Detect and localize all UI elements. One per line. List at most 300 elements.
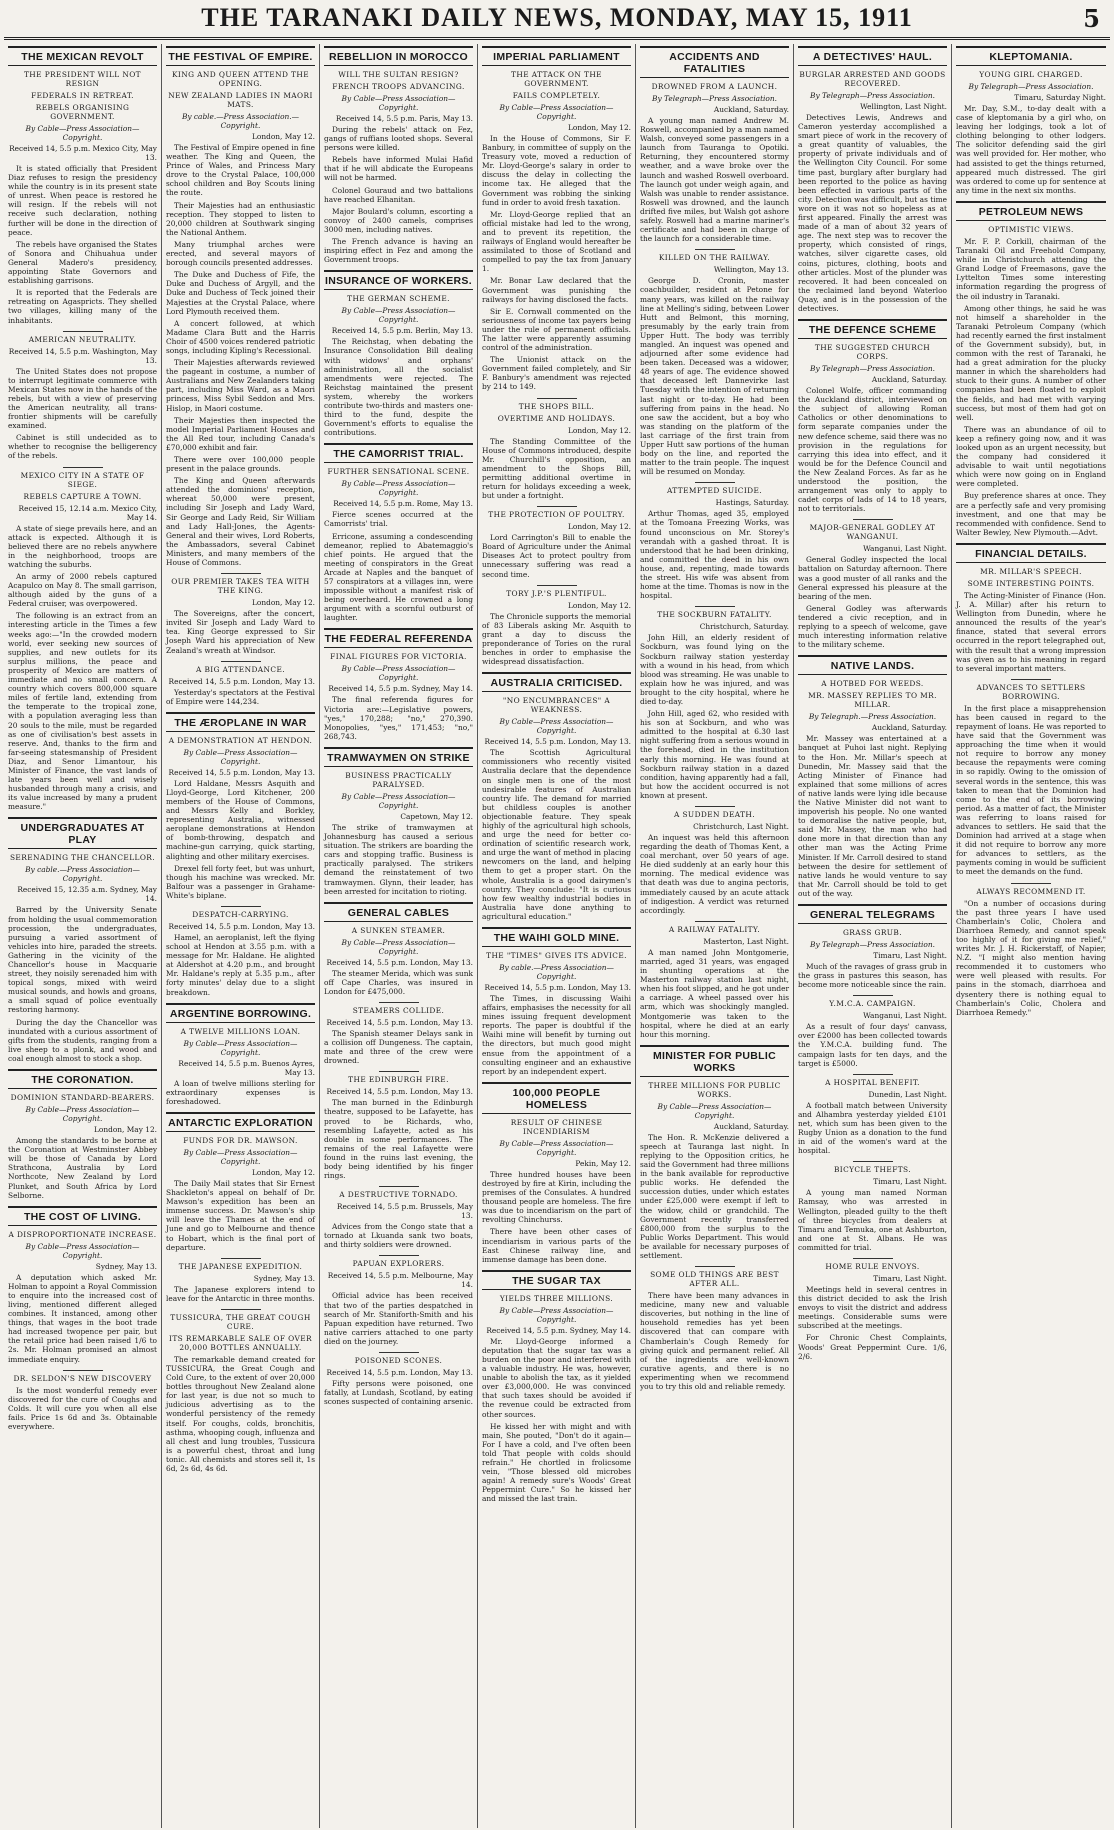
article-paragraph: Mr. Massey was entertained at a banquet at Puhoi last night. Replying to the Hon. Mr. Millar's speech at Dunedin, Mr. Massey said that the Acting Minister of Finance had explained that some millions of acres of native lands were lying idle because the Native Minister did not want to impoverish his people. No one wanted to demoralise the native people, but, said Mr. Massey, the man who had done more in that direction than any other man was the Acting Prime Minister. If Mr. Carroll desired to stand between the desire for settlement of native lands he would venture to say that Mr. Carroll should be told to get out of the way. [798, 734, 947, 898]
article-dateline: Received 14, 5.5 p.m. Paris, May 13. [335, 114, 473, 123]
article-subheading: BUSINESS PRACTICALLY PARALYSED. [345, 770, 452, 789]
article-headline: ACCIDENTS AND FATALITIES [640, 46, 789, 78]
article-byline: By Cable—Press Association—Copyright. [499, 1138, 614, 1157]
article-subheading: "NO ENCUMBRANCES" A WEAKNESS. [502, 696, 611, 715]
article-headline: THE ÆROPLANE IN WAR [166, 712, 315, 732]
article-dateline: London, May 12. [567, 522, 631, 532]
article [324, 1071, 473, 1180]
article-subheading: A DISPROPORTIONATE INCREASE. [8, 1229, 157, 1239]
section-divider [1011, 883, 1051, 884]
article-subheading: POISONED SCONES. [354, 1356, 443, 1366]
article [8, 1370, 157, 1431]
article-paragraph: Their Majesties then inspected the model Imperial Parliament Houses and the All Red tour, including Canada's £70,000 exhibit and fair. [166, 415, 315, 452]
article-byline: By Cable—Press Association—Copyright. [657, 1101, 772, 1120]
article-paragraph: A loan of twelve millions sterling for extraordinary expenses is foreshadowed. [166, 1078, 315, 1106]
section-divider [853, 995, 893, 996]
article-paragraph: A state of siege prevails here, and an attack is expected. Although it is believed there are no rebels anywhere in the neighborhood, troops are watching the suburbs. [8, 523, 157, 569]
article-dateline: Dunedin, Last Night. [868, 1089, 947, 1099]
article-paragraph: An inquest was held this afternoon regarding the death of Thomas Kent, a coal merchant, over 50 years of age. He died suddenly at an early hour this morning. The medical evidence was that death was due to angina pectoris, immediately caused by an acute attack of indigestion. A verdict was returned accordingly. [640, 833, 789, 915]
article-paragraph: Colonel Gouraud and two battalions have reached Elhanitan. [324, 185, 473, 204]
article-subheading: A SUNKEN STEAMER. [351, 925, 446, 935]
article-dateline: Received 14, 5.5 p.m. London, May 13. [326, 1087, 473, 1097]
article [324, 46, 473, 264]
article-byline: By cable.—Press Association—Copyright. [25, 865, 140, 884]
section-divider [379, 1255, 419, 1256]
article-paragraph: Mr. Lloyd-George informed a deputation that the sugar tax was a burden on the poor and interfered with a valuable industry. He was, however, unable to abolish the tax, as it yielded over £3,000,000. He was convinced that such taxes should be avoided if the revenue could be extracted from other sources. [482, 1336, 631, 1419]
article-dateline: Timaru, Last Night. [873, 1177, 947, 1187]
article-headline: REBELLION IN MOROCCO [324, 46, 473, 66]
article-paragraph: A football match between University and Alhambra yesterday yielded £101 net, which sum has been given to the Rugby Union as a donation to the fund in aid of the women's ward at the hospital. [798, 1100, 947, 1156]
article-paragraph: Advices from the Congo state that a tornado at Lkuanda sank two boats, and thirty soldiers were drowned. [324, 1222, 473, 1250]
article-paragraph: The Reichstag, when debating the Insurance Consolidation Bill dealing with widows' and orphans' administration, all the socialist amendments were rejected. The Reichstag maintained the present system, whereby the workers contribute two-thirds and masters one-third to the fund, despite the Government's efforts to equalise the contributions. [324, 337, 473, 438]
column-2 [162, 44, 320, 1828]
article-byline: By Cable—Press Association—Copyright. [499, 717, 614, 736]
article [640, 1266, 789, 1391]
section-divider [695, 249, 735, 250]
article-dateline: Received 14, 5.5 p.m. Washington, May 13. [8, 346, 157, 365]
article-paragraph: Buy preference shares at once. They are a perfectly safe and very promising investment, and one that may be recommended with confidence. Send to Walter Bewley, New Plymouth.—Advt. [956, 491, 1106, 537]
article-paragraph: Mr. Lloyd-George replied that an official mistake had led to the wrong, and to prevent its repetition, the railways of England would hereafter be assimilated to those of Scotland and compelled to pay the tax from January 1. [482, 209, 631, 274]
article-headline: GENERAL TELEGRAMS [798, 904, 947, 924]
article-subheading: A SUDDEN DEATH. [673, 810, 756, 819]
article-paragraph: There was an abundance of oil to keep a refinery going now, and it was looked upon as an urgent necessity, but the company had considered it advisable to wait until negotiations which were now going on in England were completed. [956, 424, 1106, 489]
article-dateline: Auckland, Saturday. [871, 723, 947, 733]
article [8, 1206, 157, 1364]
section-divider [695, 806, 735, 807]
article-byline: By Cable—Press Association—Copyright. [341, 937, 456, 956]
article [482, 585, 631, 667]
article [482, 46, 631, 392]
article [798, 1258, 947, 1361]
article-byline: By Telegraph.—Press Association. [808, 712, 937, 722]
article-paragraph: The following is an extract from an interesting article in the Times a few weeks ago:—"In the crowded modern world, ever seeking new sources of supplies, and new outlets for its surplus millions, the peace and prosperity of Mexico are matters of immediate and no small concern. A country which covers 800,000 square miles of fertile land, extending from the temperate to the tropical zone, with a population averaging less than 20 souls to the mile, must be regarded as one of civilisation's best assets in reserve. And, thanks to the firm and far-seeing statesmanship of President Diaz, and Senor Limantour, his Minister of Finance, the vast lands of late years been well and wisely husbanded through many a crisis, and its value increased by many a prudent measure." [8, 611, 157, 812]
article-headline: GENERAL CABLES [324, 902, 473, 922]
article-paragraph: The final referenda figures for Victoria are:—Legislative powers, "yes," 170,288; "no," 270,390. Monopolies, "yes," 171,453; "no," 268,743. [324, 695, 473, 741]
article-dateline: Sydney, May 13. [253, 1273, 315, 1283]
article-paragraph: The Unionist attack on the Government failed completely, and Sir F. Banbury's amendment was rejected by 214 to 149. [482, 355, 631, 392]
article [956, 883, 1106, 1017]
article-subheading: THE SUGGESTED CHURCH CORPS. [814, 343, 931, 362]
article-dateline: Received 14, 5.5 p.m. London, May 13. [326, 957, 473, 967]
article-paragraph: John Hill, aged 62, who resided with his son at Sockburn, and who was admitted to the hospital at 6.30 last night suffering from a serious wound in the forehead, died in the institution early this morning. He was found at Sockburn railway station in a dazed condition, having apparently had a fall, but how the accident occurred is not known at present. [640, 709, 789, 800]
article-subheading: A TWELVE MILLIONS LOAN. [180, 1026, 301, 1036]
article-headline: THE FEDERAL REFERENDA [324, 628, 473, 648]
article [798, 46, 947, 313]
article-subheading: THE SHOPS BILL. [518, 401, 595, 411]
article-headline: THE FESTIVAL OF EMPIRE. [166, 46, 315, 66]
article-paragraph: Their Majesties afterwards reviewed the pageant in costume, a number of Australians and New Zealanders taking part, including Miss Ward, as a Maori princess, Miss Sybil Seddon and Mrs. Hislop, in Maori costume. [166, 358, 315, 413]
article-subheading: MAJOR-GENERAL GODLEY AT WANGANUI. [809, 523, 936, 542]
article-subheading: ATTEMPTED SUICIDE. [666, 486, 763, 496]
article-paragraph: Official advice has been received that two of the parties despatched in search of Mr. Staniforth-Smith and his Papuan expedition have returned. Two native carriers attached to one party died on the journey. [324, 1291, 473, 1346]
article-byline: By Cable—Press Association—Copyright. [499, 103, 614, 121]
article-subheading: TORY J.P.'S PLENTIFUL. [506, 588, 607, 598]
section-divider [63, 331, 103, 332]
article-headline: 100,000 PEOPLE HOMELESS [482, 1082, 631, 1114]
article-subheading: AMERICAN NEUTRALITY. [28, 334, 137, 344]
article-byline: By Cable—Press Association—Copyright. [341, 479, 456, 498]
article-subheading: KING AND QUEEN ATTEND THE OPENING. [172, 70, 309, 88]
article-subheading: PAPUAN EXPLORERS. [352, 1259, 445, 1269]
article-subheading: THE "TIMES" GIVES ITS ADVICE. [486, 951, 627, 960]
article-headline: THE CAMORRIST TRIAL. [324, 443, 473, 463]
article-paragraph: The Duke and Duchess of Fife, the Duke and Duchess of Argyll, and the Duke and Duchess of Teck joined their Majesties at the Crystal Palace, where Lord Plymouth received them. [166, 270, 315, 316]
article-subheading: FINAL FIGURES FOR VICTORIA. [330, 652, 467, 662]
article-headline: THE SUGAR TAX [482, 1270, 631, 1290]
article-dateline: Received 14, 5.5 p.m. Mexico City, May 13. [9, 144, 157, 162]
article-paragraph: The Japanese explorers intend to leave for the Antarctic in three months. [166, 1284, 315, 1303]
article-byline: By Telegraph—Press Association. [810, 91, 935, 100]
article-dateline: London, May 12. [251, 1167, 315, 1177]
article [8, 46, 157, 325]
article-byline: By cable.—Press Association—Copyright. [499, 963, 614, 981]
article-byline: By Cable—Press Association—Copyright. [25, 1241, 140, 1260]
article-paragraph: There have been other cases of incendiarism in various parts of the East Chinese railway line, and immense damage has been done. [482, 1227, 631, 1264]
section-divider [537, 585, 577, 586]
article-subheading: THE PROTECTION OF POULTRY. [488, 510, 625, 520]
article-byline: By Cable—Press Association—Copyright. [341, 791, 456, 810]
article-subheading: MEXICO CITY IN A STATE OF SIEGE. [20, 470, 145, 489]
article-dateline: London, May 12. [251, 598, 315, 608]
article-byline: By Cable—Press Association—Copyright. [183, 1038, 298, 1057]
column-6 [794, 44, 952, 1828]
article-byline: By Cable—Press Association—Copyright. [341, 664, 456, 683]
article-subheading: FURTHER SENSATIONAL SCENE. [327, 467, 470, 477]
article [324, 747, 473, 896]
article-paragraph: The Acting-Minister of Finance (Hon. J. A. Millar) after his return to Wellington from Dunedin, where he announced the results of the year's finance, stated that several errors occurred in the report telegraphed out, with the result that a wrong impression was given as to his meaning in regard to several important matters. [956, 590, 1106, 673]
article-byline: By Telegraph—Press Association. [652, 94, 777, 103]
article-subheading: RESULT OF CHINESE INCENDIARISM [510, 1117, 603, 1136]
article-headline: A DETECTIVES' HAUL. [798, 46, 947, 66]
article-dateline: Received 14, 5.5 p.m. London, May 13. [326, 1017, 473, 1027]
article-paragraph: The Sovereigns, after the concert, invited Sir Joseph and Lady Ward to tea. King George expressed to Sir Joseph Ward his appreciation of New Zealand's wreath at Windsor. [166, 609, 315, 655]
article [8, 467, 157, 812]
article-subheading: A HOSPITAL BENEFIT. [825, 1077, 920, 1087]
article-paragraph: Among the standards to be borne at the Coronation at Westminster Abbey will be those of Canada by Lord Strathcona, Australia by Lord Northcote, New Zealand by Lord Plunket, and South Africa by Lord Selborne. [8, 1136, 157, 1200]
article-paragraph: Rebels have informed Mulai Hafid that if he will abdicate the Europeans will not be harmed. [324, 155, 473, 183]
article-paragraph: In the first place a misapprehension has been caused in regard to the repayment of loans. He was reported to have said that the Government was approaching the time when it would not require to borrow any money because the repayments were coming in so rapidly. Owing to the omission of several words in the sentence, this was taken to mean that the Dominion had come to the end of its borrowing period. As a matter of fact, the Minister was referring to loans raised for advances to settlers. He said that the Dominion had arrived at a stage when it did not require to borrow any more for advances to settlers, as the payments coming in would be sufficient to meet the demands on the fund. [956, 703, 1106, 877]
article-paragraph: Mr. Day, S.M., to-day dealt with a case of kleptomania by a girl who, on leaving her lodgings, took a lot of clothing belonging to other lodgers. The solicitor defending said the girl was well provided for. Her mother, who had assisted to get the things returned, appeared much distressed. The girl was ordered to come up for sentence at any time in the next six months. [956, 104, 1106, 195]
article-headline: INSURANCE OF WORKERS. [324, 270, 473, 290]
article-subheading: REBELS CAPTURE A TOWN. [23, 491, 142, 501]
article-byline: By cable.—Press Association.—Copyright. [181, 112, 300, 130]
article-dateline: Auckland, Saturday. [713, 105, 789, 114]
article-dateline: London, May 12. [93, 1125, 157, 1135]
article-subheading: THE GERMAN SCHEME. [347, 294, 450, 304]
section-divider [853, 1074, 893, 1075]
article-paragraph: Their Majesties had an enthusiastic reception. They stopped to listen to 20,000 children at Southwark singing the National Anthem. [166, 200, 315, 237]
article-headline: PETROLEUM NEWS [956, 201, 1106, 221]
article-paragraph: General Godley was afterwards tendered a civic reception, and in replying to a speech of welcome, gave much interesting information relative to the military scheme. [798, 603, 947, 650]
article-subheading: FEDERALS IN RETREAT. [31, 91, 134, 100]
section-divider [537, 506, 577, 507]
article-headline: NATIVE LANDS. [798, 655, 947, 675]
article-paragraph: Fierce scenes occurred at the Camorrists' trial. [324, 510, 473, 529]
article-subheading: A BIG ATTENDANCE. [195, 664, 285, 674]
article-headline: FINANCIAL DETAILS. [956, 543, 1106, 563]
section-divider [695, 482, 735, 483]
column-5 [636, 44, 794, 1828]
article-subheading: A HOTBED FOR WEEDS. [821, 679, 924, 689]
article-byline: By Cable—Press Association—Copyright. [183, 1147, 298, 1166]
column-1 [4, 44, 162, 1828]
article-paragraph: The Times, in discussing Waihi affairs, emphasises the necessity for all mines issuing frequent development reports. The paper is doubtful if the Waihi mine will benefit by turning out the directors, but much good might ensue from the appointment of a consulting engineer and an exhaustive report by an independent expert. [482, 994, 631, 1076]
article-subheading: WILL THE SULTAN RESIGN? [338, 70, 459, 79]
article-paragraph: Fifty persons were poisoned, one fatally, at Lundash, Scotland, by eating scones suspected of containing arsenic. [324, 1379, 473, 1407]
article-subheading: THE SOCKBURN FATALITY. [657, 610, 772, 620]
article-dateline: Hastings, Saturday. [715, 498, 789, 508]
article-dateline: London, May 12. [567, 425, 631, 435]
article-paragraph: The United States does not propose to interrupt legitimate commerce with Mexican States now in the hands of the rebels, but with a view of preserving the American neutrality, all trans-frontier shipments will be carefully examined. [8, 366, 157, 431]
article [482, 1270, 631, 1504]
article-subheading: MR. MASSEY REPLIES TO MR. MILLAR. [808, 691, 937, 710]
article-paragraph: For Chronic Chest Complaints, Woods' Great Peppermint Cure. 1/6, 2/6. [798, 1333, 947, 1361]
article [798, 1161, 947, 1252]
article-dateline: Received 14, 5.5 p.m. London, May 13. [168, 922, 315, 931]
article-dateline: Masterton, Last Night. [703, 936, 789, 946]
article-dateline: Timaru, Last Night. [873, 1273, 947, 1283]
article [798, 519, 947, 649]
article-dateline: Christchurch, Saturday. [699, 622, 789, 632]
article-subheading: THE PRESIDENT WILL NOT RESIGN [23, 70, 142, 88]
article-subheading: HOME RULE ENVOYS. [825, 1261, 920, 1271]
article-paragraph: Erricone, assuming a condescending demeanor, replied to Abatemaggio's chief points. He argued that the meeting of conspirators in the Great Arcade at Naples and the banquet of 57 conspirators at a villages inn, were impossible without a manifest risk of being overheard. He crowned a long argument with a scornful outburst of laughter. [324, 531, 473, 623]
columns [4, 44, 1110, 1828]
article-subheading: MR. MILLAR'S SPEECH. [980, 566, 1082, 576]
section-divider [379, 1002, 419, 1003]
article-paragraph: Among other things, he said he was not himself a shareholder in the Taranaki Petroleum Company (which had recently earned the first instalment of the Government subsidy), but, in common with the rest of Taranaki, he had a great admiration for the plucky manner in which the shareholders had stuck to their guns. A number of other companies had been floated to exploit the fields, and had met with varying success, but most of them had got on well. [956, 303, 1106, 422]
article-subheading: STEAMERS COLLIDE. [352, 1005, 445, 1015]
article-byline: By Cable—Press Association—Copyright. [25, 124, 140, 142]
article-paragraph: Mr. F. P. Corkill, chairman of the Taranaki Oil and Freehold Company, while in Christchurch attending the Grand Lodge of Freemasons, gave the Lyttelton Times some interesting information regarding the progress of the oil industry in Taranaki. [956, 236, 1106, 301]
article-paragraph: A young man named Norman Ramsay, who was arrested in Wellington, pleaded guilty to the theft of three bicycles from dealers at Timaru and Temuka, one at Ashburton, and one at St. Albans. He was committed for trial. [798, 1188, 947, 1252]
article-byline: By Cable—Press Association—Copyright. [183, 747, 298, 766]
article-paragraph: Hamel, an aeroplanist, left the flying school at Hendon at 3.55 p.m. with a message for Mr. Haldane. He alighted at Aldershot at 4.20 p.m., and brought Mr. Haldane's reply at 5.35 p.m., after forty minutes' delay due to a slight breakdown. [166, 933, 315, 997]
article-subheading: THE EDINBURGH FIRE. [348, 1075, 449, 1085]
section-divider [221, 661, 261, 662]
article-subheading: SERENADING THE CHANCELLOR. [9, 853, 156, 863]
article-headline: UNDERGRADUATES AT PLAY [8, 817, 157, 849]
article [798, 319, 947, 513]
article-dateline: Received 14, 5.5 p.m. London, May 13. [484, 737, 631, 747]
section-divider [379, 1071, 419, 1072]
article-dateline: Wellington, May 13. [713, 265, 789, 275]
article-paragraph: The man burned in the Edinburgh theatre, supposed to be Lafayette, has proved to be Richards, who, resembling Lafayette, acted as his double in some performances. The remains of the real Lafayette were found in the ruins last evening, the body being identified by his finger rings. [324, 1098, 473, 1181]
article [324, 902, 473, 996]
article-byline: By Cable—Press Association—Copyright. [499, 1305, 614, 1324]
article [166, 1112, 315, 1252]
article [640, 482, 789, 600]
article-paragraph: The King and Queen afterwards attended the dominions' reception, whereat 50,000 were present, including Sir Joseph and Lady Ward, Sir George and Lady Reid, Sir William and Lady Hall-Jones, the Agents-General and their wives, Lord Roberts, the Ambassadors, several Cabinet Ministers, and many members of the House of Commons. [166, 476, 315, 568]
article-subheading: DR. SELDON'S NEW DISCOVERY [13, 1373, 152, 1383]
article-subheading: YOUNG GIRL CHARGED. [979, 70, 1083, 79]
article [482, 506, 631, 578]
article-paragraph: Three hundred houses have been destroyed by fire at Kirin, including the premises of the Consulates. A hundred thousand people are homeless. The fire was due to incendiarism on the part of revolting Chinchurss. [482, 1169, 631, 1225]
article-dateline: Received 14, 5.5 p.m. Brussels, May 13. [336, 1202, 473, 1221]
article-headline: MINISTER FOR PUBLIC WORKS [640, 1045, 789, 1077]
article-dateline: Received 14, 5.5 p.m. Berlin, May 13. [331, 326, 473, 336]
article-dateline: Pekin, May 12. [575, 1158, 631, 1168]
article-paragraph: The Festival of Empire opened in fine weather. The King and Queen, the Prince of Wales, and Princess Mary drove to the Crystal Palace, 100,000 school children and Boy Scouts lining the route. [166, 143, 315, 198]
article [798, 995, 947, 1067]
section-divider [63, 467, 103, 468]
article-paragraph: Many triumphal arches were erected, and several mayors of borough councils presented addresses. [166, 239, 315, 268]
article [640, 921, 789, 1039]
article-paragraph: It is stated officially that President Diaz refuses to resign the presidency while the country is in its present state of unrest. When peace is restored he will resign. If the rebels will not receive such declaration, nothing further will be done in the direction of peace. [8, 164, 157, 237]
article [166, 573, 315, 654]
article [640, 806, 789, 915]
article-paragraph: Colonel Wolfe, officer commanding the Auckland district, interviewed on the subject of allowing Roman Catholics or other denominations to form separate companies under the new defence scheme, said there was no provision in the regulations for carrying this idea into effect, and it would be for the Defence Council and the New Zealand Forces. As far as he understood the position, the arrangement was only to apply to cadet corps of lads of 14 to 18 years, not to territorials. [798, 386, 947, 514]
article-headline: THE MEXICAN REVOLT [8, 46, 157, 66]
article-headline: AUSTRALIA CRITICISED. [482, 672, 631, 692]
article [956, 543, 1106, 673]
article [798, 904, 947, 989]
article-subheading: SOME INTERESTING POINTS. [967, 578, 1095, 588]
article [324, 443, 473, 622]
article-paragraph: The Spanish steamer Delays sank in a collision off Dungeness. The captain, mate and three of the crew were drowned. [324, 1028, 473, 1066]
article-paragraph: Cabinet is still undecided as to whether to recognise the belligerency of the rebels. [8, 433, 157, 461]
article-paragraph: Much of the ravages of grass grub in the grass in pastures this season, has become more noticeable since the rain. [798, 962, 947, 990]
article [640, 46, 789, 243]
article [956, 679, 1106, 877]
article-subheading: YIELDS THREE MILLIONS. [499, 1293, 614, 1303]
article-subheading: SOME OLD THINGS ARE BEST AFTER ALL. [650, 1270, 779, 1289]
article-headline: IMPERIAL PARLIAMENT [482, 46, 631, 66]
article-dateline: Received 14, 5.5 p.m. London, May 13. [168, 767, 315, 777]
article-paragraph: As a result of four days' canvass, over £2000 has been collected towards the Y.M.C.A. building fund. The campaign lasts for ten days, and the target is £5000. [798, 1022, 947, 1068]
article-subheading: DOMINION STANDARD-BEARERS. [10, 1093, 155, 1103]
article [798, 655, 947, 898]
article-byline: By Telegraph—Press Association. [810, 364, 935, 374]
article-paragraph: General Godley inspected the local battalion on Saturday afternoon. There was a good muster of all ranks and the General expressed his pleasure at the bearing of the men. [798, 555, 947, 601]
article-dateline: London, May 12. [567, 600, 631, 610]
article-paragraph: Detectives Lewis, Andrews and Cameron yesterday accomplished a smart piece of work in the recovery of a great quantity of valuables, the property of private individuals and of the Wellington City Council. For some time past, burglary after burglary had been reported to the police as having been effected in various parts of the city. Detection was difficult, but as time wore on it was not so hopeless as at first appeared. Finally the arrest was made of a man of about 32 years of age. The next step was to recover the property, which consisted of rings, watches, silver cigarette cases, old coins, pictures, clothing, boots and other articles. Most of the plunder was recovered. It had been concealed on the reclaimed land beyond Waterloo Quay, and is in the possession of the detectives. [798, 113, 947, 313]
article [640, 1045, 789, 1260]
article-dateline: Wellington, Last Night. [860, 102, 947, 111]
article-subheading: THE ATTACK ON THE GOVERNMENT. [511, 70, 602, 88]
article [324, 1255, 473, 1346]
article [8, 817, 157, 1063]
article [956, 46, 1106, 195]
article-dateline: Wanganui, Last Night. [863, 544, 947, 554]
article-subheading: ITS REMARKABLE SALE OF OVER 20,000 BOTTLES ANNUALLY. [169, 1333, 312, 1352]
article-subheading: OUR PREMIER TAKES TEA WITH THE KING. [171, 577, 310, 596]
section-divider [221, 1258, 261, 1259]
article-dateline: Received 14, 5.5 p.m. Sydney, May 14. [328, 684, 473, 694]
article-subheading: KILLED ON THE RAILWAY. [658, 253, 771, 263]
article [166, 1258, 315, 1303]
section-divider [63, 1370, 103, 1371]
article [324, 270, 473, 437]
article-paragraph: Drexel fell forty feet, but was unhurt, though his machine was wrecked. Mr. Balfour was a passenger in Grahame-White's biplane. [166, 863, 315, 900]
column-3 [320, 44, 478, 1828]
article-paragraph: Meetings held in several centres in this district decided to ask the Irish envoys to visit the district and address meetings. Considerable sums were subscribed at the meetings. [798, 1284, 947, 1331]
article-paragraph: George D. Cronin, master coachbuilder, resident at Petone for many years, was killed on the railway line at Melling's siding, between Lower Hutt and Belmont, this morning, presumably by the early train from Upper Hutt. The body was terribly mangled. An inquest was opened and adjourned after some evidence had been taken. Deceased was a widower, 48 years of age. The evidence showed that deceased left Dannevirke last Tuesday with the intention of returning last night or to-day. He had been suffering from pains in the head. No one saw the accident, but a boy who was standing on the platform of the last carriage of the first train from Upper Hutt saw portions of the human body on the line, and reported the matter to the train people. The inquest will be resumed on Monday. [640, 276, 789, 477]
article-paragraph: A concert followed, at which Madame Clara Butt and the Harris Choir of 4500 voices rendered patriotic songs, including Kipling's Recessional. [166, 318, 315, 355]
article-paragraph: The rebels have organised the States of Sonora and Chihuahua under General Madero's presidency, appointing State Governors and establishing garrisons. [8, 239, 157, 286]
article-paragraph: The Chronicle supports the memorial of 83 Liberals asking Mr. Asquith to grant a day to discuss the preponderance of Tories on the rural benches in order to emphasise the widespread dissatisfaction. [482, 611, 631, 667]
article-paragraph: The French advance is having an inspiring effect in Fez and among the Government troops. [324, 237, 473, 265]
article [324, 1186, 473, 1249]
article-subheading: FAILS COMPLETELY. [512, 91, 601, 100]
article-paragraph: An army of 2000 rebels captured Acapulco on May 8. The small garrison, although aided by the guns of a Federal cruiser, was overpowered. [8, 572, 157, 609]
article [640, 606, 789, 800]
section-divider [1011, 679, 1051, 680]
article [166, 1309, 315, 1473]
article-subheading: THE JAPANESE EXPEDITION. [178, 1261, 303, 1271]
article-paragraph: He kissed her with might and with main, She pouted, "Don't do it again— For I have a cold, and I've often been told That people with colds should refrain." He chortled in frolicsome vein, "Those blessed old microbes again! A remedy sure's Woods' Great Peppermint Cure." So he kissed her and missed the last train. [482, 1421, 631, 1504]
article-dateline: Received 15, 12.14 a.m. Mexico City, May 14. [18, 503, 157, 522]
article-paragraph: The remarkable demand created for TUSSICURA, the Great Cough and Cold Cure, to the extent of over 20,000 bottles throughout New Zealand alone for last year, is due not so much to judicious advertising as to the wonderful persistency of the remedy itself. For coughs, colds, bronchitis, asthma, whooping cough, influenza and all chest and lung troubles, Tussicura is a powerful chest, throat and lung tonic. All chemists and stores sell it, 1s 6d, 2s 6d, 4s 6d. [166, 1354, 315, 1473]
article [324, 1352, 473, 1406]
article-dateline: London, May 12. [567, 123, 631, 132]
article-byline: By Cable—Press Association—Copyright. [341, 94, 456, 112]
article-subheading: TUSSICURA, THE GREAT COUGH CURE. [170, 1312, 311, 1331]
section-divider [853, 1258, 893, 1259]
article-dateline: Received 14, 5.5 p.m. Buenos Ayres, May 13. [178, 1058, 315, 1077]
article [482, 398, 631, 501]
article-headline: THE CORONATION. [8, 1069, 157, 1089]
section-divider [379, 1352, 419, 1353]
article-dateline: Christchurch, Last Night. [693, 822, 789, 831]
article-paragraph: The Standing Committee of the House of Commons introduced, despite Mr. Churchill's opposition, an amendment to the Shops Bill, permitting additional overtime in return for holidays exceeding a week, but under a fortnight. [482, 436, 631, 501]
article-paragraph: It is reported that the Federals are retreating on Agaspricts. They shelled two villages, killing many of the inhabitants. [8, 288, 157, 325]
article-dateline: Sydney, May 13. [95, 1261, 157, 1271]
masthead [0, 0, 1114, 36]
article-paragraph: In the House of Commons, Sir F. Banbury, in committee of supply on the Treasury vote, moved a reduction of Mr. Lloyd-George's salary in order to discuss the delay in collecting the income tax. He alleged that the Government was robbing the sinking fund in order to avoid fresh taxation. [482, 134, 631, 207]
article-paragraph: Is the most wonderful remedy ever discovered for the cure of Coughs and Colds. It will cure you when all else fails. Price 1s 6d and 3s. Obtainable everywhere. [8, 1385, 157, 1431]
article-byline: By Telegraph—Press Association. [968, 82, 1094, 91]
article-paragraph: The Daily Mail states that Sir Ernest Shackleton's appeal on behalf of Dr. Mawson's expedition has been an immense success. Dr. Mawson's ship will leave the Thames at the end of June and go to Melbourne and thence to Hobart, which is the final port of departure. [166, 1178, 315, 1252]
article [640, 249, 789, 476]
article-headline: KLEPTOMANIA. [956, 46, 1106, 66]
section-divider [221, 906, 261, 907]
article-dateline: Received 14, 5.5 p.m. London, May 13. [484, 983, 631, 992]
article-subheading: NEW ZEALAND LADIES IN MAORI MATS. [168, 91, 313, 109]
article [324, 1002, 473, 1065]
article-paragraph: There were over 100,000 people present in the palace grounds. [166, 455, 315, 474]
article [798, 1074, 947, 1156]
article-subheading: A DEMONSTRATION AT HENDON. [168, 735, 313, 745]
article-paragraph: A man named John Montgomerie, married, aged 31 years, was engaged in shunting operations at the Masterton railway station last night, when his foot slipped, and he got under a carriage. A wheel passed over his arm, which was shockingly mangled. Montgomerie was taken to the hospital, where he died at an early hour this morning. [640, 947, 789, 1039]
article-subheading: THREE MILLIONS FOR PUBLIC WORKS. [648, 1080, 781, 1099]
masthead-rule [4, 37, 1110, 40]
article-paragraph: A deputation which asked Mr. Holman to appoint a Royal Commission to enquire into the increased cost of living, mentioned different alleged combines. It instanced, among other things, that wages in the boot trade had increased twopence per pair, but the retail price had been raised 1/6 to 2s. Mr. Holman promised an almost immediate enquiry. [8, 1272, 157, 1364]
article [8, 331, 157, 461]
section-divider [695, 1266, 735, 1267]
section-divider [221, 1309, 261, 1310]
article-paragraph: Mr. Bonar Law declared that the Government was punishing the railways for having disclosed the facts. [482, 276, 631, 304]
article-dateline: Capetown, May 12. [400, 811, 473, 821]
article-subheading: REBELS ORGANISING GOVERNMENT. [35, 103, 130, 121]
article-subheading: BURGLAR ARRESTED AND GOODS RECOVERED. [799, 70, 946, 88]
section-divider [537, 398, 577, 399]
article-headline: TRAMWAYMEN ON STRIKE [324, 747, 473, 767]
section-divider [221, 573, 261, 574]
article [166, 46, 315, 567]
article-byline: By Cable—Press Association—Copyright. [25, 1105, 140, 1124]
article-paragraph: Lord Carrington's Bill to enable the Board of Agriculture under the Animal Diseases Act to protect poultry from unnecessary suffering was read a second time. [482, 533, 631, 579]
article-paragraph: Major Boulard's column, escorting a convoy of 2400 camels, comprises 3000 men, including natives. [324, 206, 473, 234]
article-dateline: Timaru, Last Night. [873, 951, 947, 960]
article [956, 201, 1106, 537]
article-dateline: Auckland, Saturday. [713, 1121, 789, 1131]
article-paragraph: A young man named Andrew M. Roswell, accompanied by a man named Walsh, conveyed some passengers in a launch from Tauranga to Opotiki. Returning, they encountered stormy weather, and a wave broke over the launch and washed Roswell overboard. The launch got under weigh again, and Walsh was unable to render assistance. Roswell was drowned, and the launch drifted five miles, but Walsh got ashore safely. Roswell had a marine mariner's certificate and had been in charge of the launch for a considerable time. [640, 116, 789, 244]
article-dateline: Received 14, 5.5 p.m. Melbourne, May 14. [327, 1271, 473, 1290]
article-dateline: Received 14, 5.5 p.m. Rome, May 13. [333, 499, 473, 509]
article-subheading: DROWNED FROM A LAUNCH. [651, 82, 778, 91]
article-paragraph: During the rebels' attack on Fez, gangs of ruffians looted shops. Several persons were killed. [324, 125, 473, 153]
